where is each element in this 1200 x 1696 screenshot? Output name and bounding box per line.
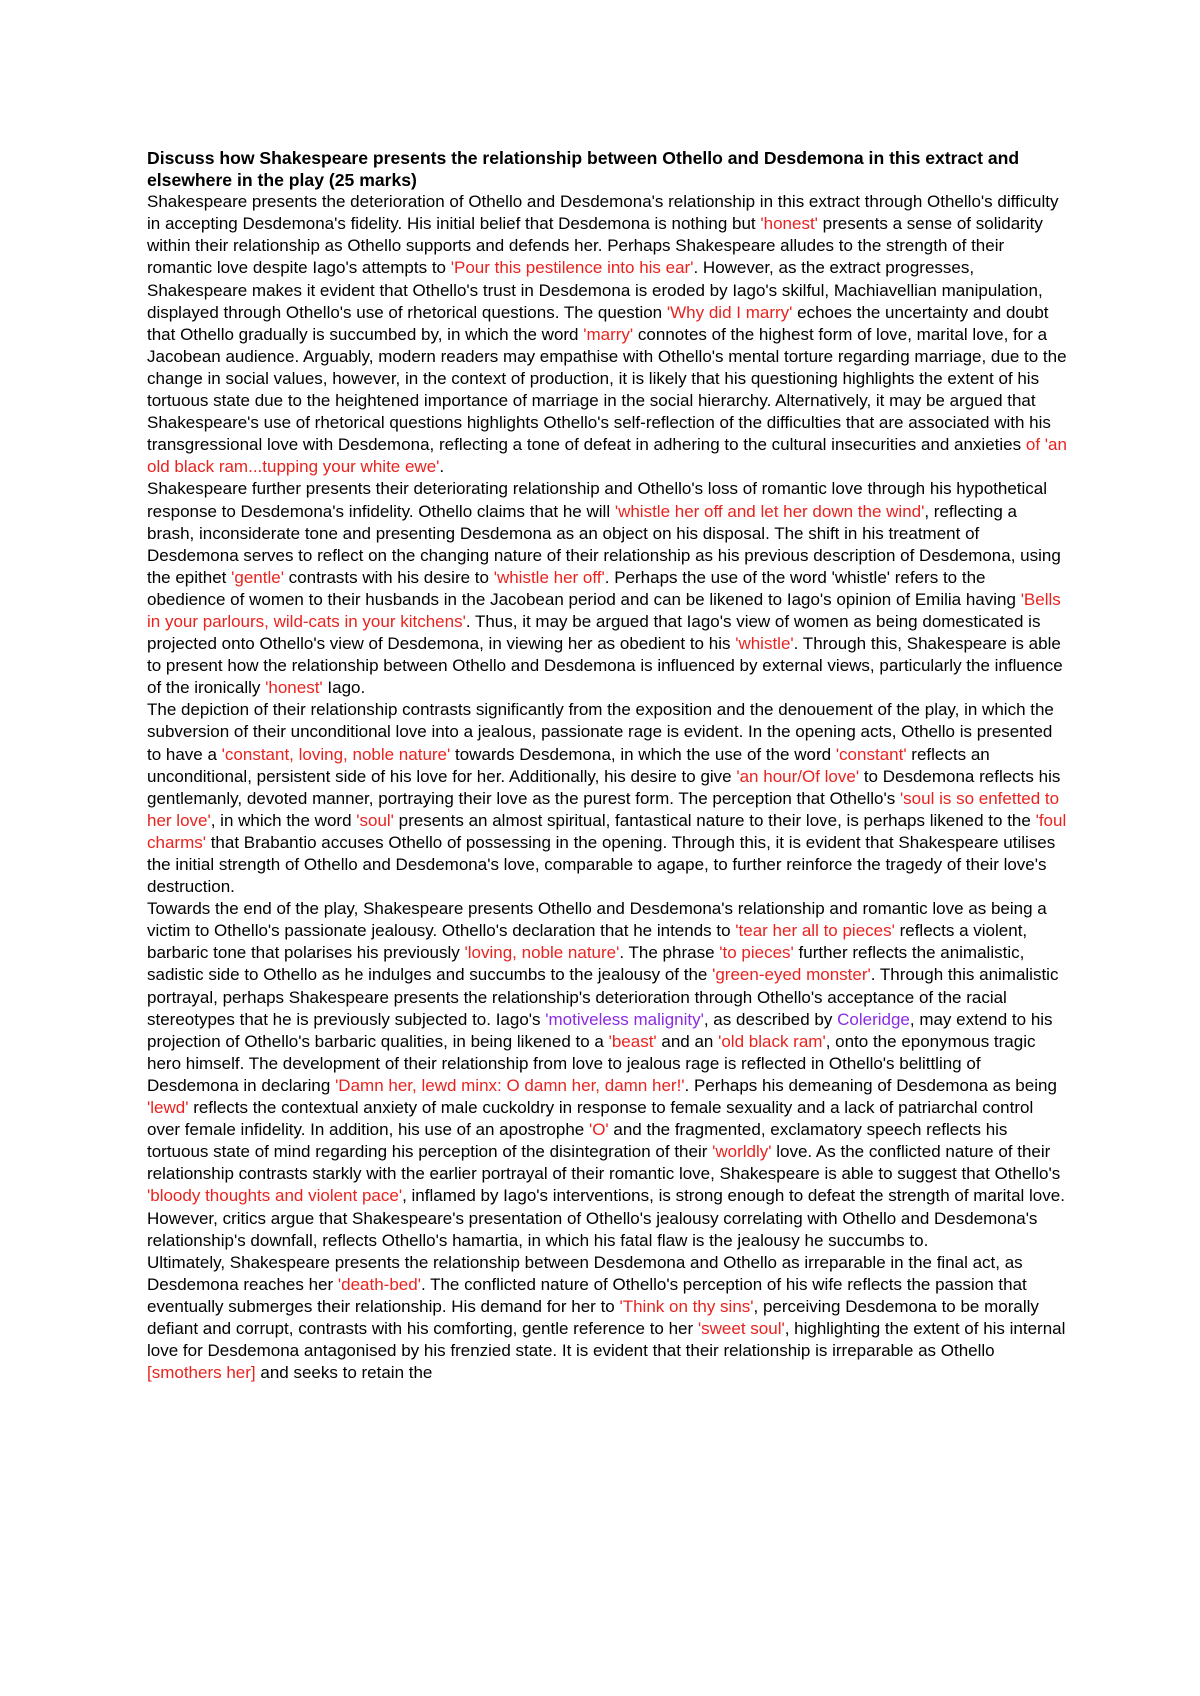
- quotation: 'an hour/Of love': [736, 766, 860, 786]
- quotation: 'constant, loving, noble nature': [221, 744, 451, 764]
- essay-text: . The phrase: [619, 943, 720, 963]
- essay-text: , in which the word: [210, 810, 357, 830]
- essay-text: connotes of the highest form of love, marital love, for a Jacobean audience. Arguably, modern readers may empathise with Othello's mental torture regarding marriage, due to the change in social values, however, in the context of production, it is likely that his questioning highlights the extent of his tortuous state due to the heightened importance of marriage in the social hierarchy. Alternatively, it may be argued that Shakespeare's use of rhetorical questions highlights Othello's self-reflection of the difficulties that are associated with his transgressional love with Desdemona, reflecting a tone of defeat in adhering to the cultural insecurities and anxieties: [147, 324, 1067, 455]
- essay-text: further reflects the animalistic, sadistic side to Othello as he indulges and succumbs to the jealousy of the: [147, 943, 1025, 985]
- essay-text: , highlighting the extent of his internal love for Desdemona antagonised by his frenzied state. It is evident that their relationship is irreparable as Othello: [147, 1318, 1066, 1361]
- essay-text: , as described by: [703, 1009, 838, 1029]
- essay-question-title: Discuss how Shakespeare presents the relationship between Othello and Desdemona in this extract and elsewhere in the play (25 marks): [147, 148, 1020, 191]
- essay-text: , reflecting a brash, inconsiderate tone and presenting Desdemona as an object on his disposal. The shift in his treatment of Desdemona serves to reflect on the changing nature of their relationship as his previous description of Desdemona, using the epithet: [147, 501, 1061, 587]
- essay-text: presents a sense of solidarity within their relationship as Othello supports and defends her. Perhaps Shakespeare alludes to the strength of their romantic love despite Iago's attempts to: [147, 214, 1043, 278]
- essay-text: . Thus, it may be argued that Iago's view of women as being domesticated is projected onto Othello's view of Desdemona, in viewing her as obedient to his: [147, 611, 1041, 654]
- quotation: 'old black ram': [718, 1031, 826, 1051]
- quotation: 'soul is so enfetted to her love': [147, 788, 1060, 830]
- essay-text: and the fragmented, exclamatory speech reflects his tortuous state of mind regarding his perception of the disintegration of their: [147, 1120, 1008, 1162]
- essay-text: reflects a violent, barbaric tone that polarises his previously: [147, 921, 1028, 963]
- essay-text: that Brabantio accuses Othello of possessing in the opening. Through this, it is evident that Shakespeare utilises the initial strength of Othello and Desdemona's love, comparable to agape, to further reinforce the tragedy of their love's destruction.: [147, 832, 1056, 897]
- essay-text: contrasts with his desire to: [283, 567, 494, 587]
- essay-text: , perceiving Desdemona to be morally defiant and corrupt, contrasts with his comforting, gentle reference to her: [147, 1296, 1039, 1338]
- quotation: [smothers her]: [147, 1363, 256, 1383]
- essay-text: Shakespeare presents the deterioration of Othello and Desdemona's relationship in this extract through Othello's difficulty in accepting Desdemona's fidelity. His initial belief that Desdemona is nothing but: [147, 192, 1059, 234]
- essay-text: . Perhaps the use of the word 'whistle' refers to the obedience of women to their husbands in the Jacobean period and can be likened to Iago's opinion of Emilia having: [147, 567, 1021, 609]
- quotation: 'Damn her, lewd minx: O damn her, damn her!': [335, 1075, 685, 1095]
- quotation: 'loving, noble nature': [464, 943, 620, 963]
- quotation: 'to pieces': [719, 943, 794, 963]
- essay-paragraph-3: [147, 699, 1067, 898]
- essay-text: to Desdemona reflects his gentlemanly, devoted manner, portraying their love as the purest form. The perception that Othello's: [147, 766, 1061, 808]
- essay-text: and seeks to retain the: [255, 1363, 433, 1383]
- quotation: 'foul charms': [147, 810, 1067, 852]
- quotation: 'worldly': [712, 1142, 772, 1162]
- document-page: [147, 147, 1067, 1384]
- quotation: 'gentle': [231, 567, 284, 587]
- essay-text: , may extend to his projection of Othello's barbaric qualities, in being likened to a: [147, 1009, 1053, 1051]
- essay-text: and an: [656, 1031, 719, 1051]
- quotation: 'bloody thoughts and violent pace': [147, 1186, 403, 1206]
- essay-text: Ultimately, Shakespeare presents the relationship between Desdemona and Othello as irreparable in the final act, as Desdemona reaches her: [147, 1252, 1023, 1294]
- essay-text: . The conflicted nature of Othello's perception of his wife reflects the passion that eventually submerges their relationship. His demand for her to: [147, 1274, 1027, 1316]
- essay-text: .: [439, 457, 445, 477]
- quotation: 'death-bed': [337, 1274, 421, 1294]
- quotation: 'whistle her off and let her down the wind': [614, 501, 925, 521]
- essay-paragraph-2: [147, 478, 1067, 699]
- quotation: of 'an old black ram...tupping your white ewe': [147, 435, 1067, 477]
- essay-paragraph-5: [147, 1252, 1067, 1385]
- essay-text: reflects the contextual anxiety of male cuckoldry in response to female sexuality and a lack of patriarchal control over female infidelity. In addition, his use of an apostrophe: [147, 1098, 1034, 1140]
- essay-text: Towards the end of the play, Shakespeare presents Othello and Desdemona's relationship and romantic love as being a victim to Othello's passionate jealousy. Othello's declaration that he intends to: [147, 899, 1047, 941]
- quotation: 'lewd': [147, 1098, 189, 1118]
- quotation: 'beast': [608, 1031, 657, 1051]
- essay-paragraph-4: [147, 898, 1067, 1252]
- quotation: 'whistle': [735, 634, 794, 654]
- quotation: 'sweet soul': [697, 1318, 785, 1338]
- quotation: 'Why did I marry': [666, 302, 793, 322]
- quotation: 'Think on thy sins': [619, 1296, 754, 1316]
- essay-text: The depiction of their relationship contrasts significantly from the exposition and the denouement of the play, in which the subversion of their unconditional love into a jealous, passionate rage is evident. In the opening acts, Othello is presented to have a: [147, 700, 1054, 764]
- essay-text: echoes the uncertainty and doubt that Othello gradually is succumbed by, in which the word: [147, 302, 1049, 344]
- essay-text: . Through this, Shakespeare is able to present how the relationship between Othello and Desdemona is influenced by external views, particularly the influence of the ironically: [147, 634, 1063, 698]
- quotation: 'soul': [356, 810, 394, 830]
- critic-reference: Coleridge: [837, 1009, 910, 1029]
- quotation: 'constant': [835, 744, 907, 764]
- quotation: 'marry': [583, 324, 634, 344]
- essay-text: reflects an unconditional, persistent side of his love for her. Additionally, his desire to give: [147, 744, 990, 786]
- quotation: 'Pour this pestilence into his ear': [450, 258, 694, 278]
- essay-paragraph-1: [147, 191, 1067, 478]
- essay-text: presents an almost spiritual, fantastical nature to their love, is perhaps likened to the: [393, 810, 1036, 830]
- quotation: 'tear her all to pieces': [735, 921, 895, 941]
- essay-text: towards Desdemona, in which the use of the word: [450, 744, 836, 764]
- critic-reference: 'motiveless malignity': [545, 1009, 704, 1029]
- essay-text: , inflamed by Iago's interventions, is strong enough to defeat the strength of marital love. However, critics argue that Shakespeare's presentation of Othello's jealousy correlating with Othello and Desdemona's relationship's downfall, reflects Othello's hamartia, in which his fatal flaw is the jealousy he succumbs to.: [147, 1186, 1065, 1250]
- essay-text: love. As the conflicted nature of their relationship contrasts starkly with the earlier portrayal of their romantic love, Shakespeare is able to suggest that Othello's: [147, 1142, 1061, 1184]
- quotation: 'green-eyed monster': [712, 965, 871, 985]
- quotation: 'honest': [265, 678, 323, 698]
- essay-body: [147, 191, 1067, 1384]
- quotation: 'Bells in your parlours, wild-cats in your kitchens': [147, 589, 1061, 631]
- essay-text: . Through this animalistic portrayal, perhaps Shakespeare presents the relationship's deterioration through Othello's acceptance of the racial stereotypes that he is previously subjected to. Iago's: [147, 965, 1059, 1029]
- essay-text: . Perhaps his demeaning of Desdemona as being: [684, 1075, 1057, 1095]
- essay-text: . However, as the extract progresses, Shakespeare makes it evident that Othello's trust in Desdemona is eroded by Iago's skilful, Machiavellian manipulation, displayed through Othello's use of rhetorical questions. The question: [147, 258, 1043, 322]
- essay-text: Shakespeare further presents their deteriorating relationship and Othello's loss of romantic love through his hypothetical response to Desdemona's infidelity. Othello claims that he will: [147, 479, 1048, 521]
- essay-text: Iago.: [322, 678, 366, 698]
- quotation: 'whistle her off': [493, 567, 605, 587]
- essay-text: , onto the eponymous tragic hero himself. The development of their relationship from love to jealous rage is reflected in Othello's belittling of Desdemona in declaring: [147, 1031, 1036, 1095]
- quotation: 'O': [588, 1120, 609, 1140]
- quotation: 'honest': [760, 214, 818, 234]
